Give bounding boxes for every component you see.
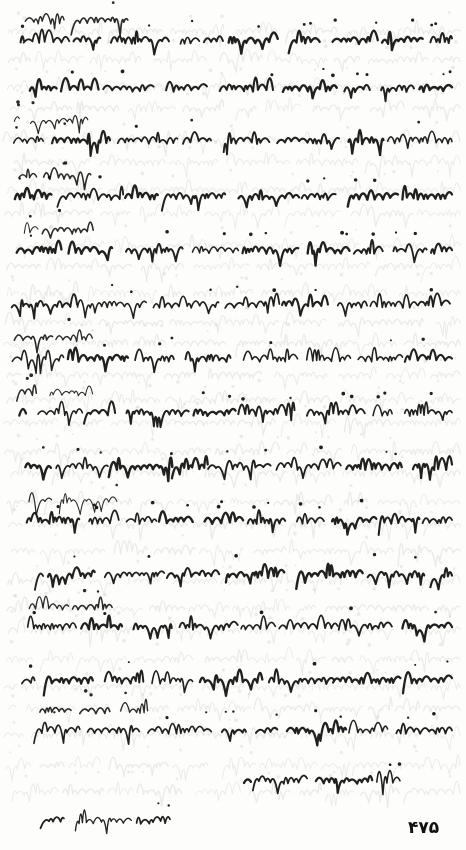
diacritic-dot	[411, 19, 414, 22]
handwritten-word	[81, 616, 122, 630]
diacritic-dot	[314, 709, 317, 712]
diacritic-dot	[53, 711, 55, 713]
handwritten-word	[48, 567, 95, 586]
diacritic-dot	[275, 714, 277, 716]
diacritic-dot	[209, 288, 212, 291]
handwritten-word	[19, 409, 26, 416]
handwritten-word	[25, 14, 64, 29]
handwritten-word	[41, 817, 64, 828]
handwritten-word	[381, 85, 414, 101]
handwritten-word	[31, 116, 88, 134]
diacritic-dot	[309, 22, 312, 25]
diacritic-dot	[67, 318, 70, 321]
diacritic-dot	[63, 162, 66, 165]
diacritic-dot	[390, 339, 392, 341]
handwritten-word	[121, 699, 148, 713]
handwritten-word	[22, 677, 35, 684]
diacritic-dot	[422, 338, 425, 341]
handwritten-word	[21, 36, 24, 42]
handwritten-word	[423, 517, 452, 523]
diacritic-dot	[111, 284, 113, 286]
diacritic-dot	[73, 555, 75, 557]
handwritten-word	[19, 169, 37, 178]
handwritten-word	[226, 564, 284, 583]
diacritic-dot	[234, 554, 238, 558]
diacritic-dot	[112, 1, 115, 4]
diacritic-dot	[205, 711, 207, 713]
diacritic-dot	[434, 611, 437, 614]
diacritic-dot	[373, 179, 376, 182]
diacritic-dot	[202, 391, 205, 394]
handwritten-word	[339, 619, 392, 636]
diacritic-dot	[76, 448, 79, 451]
handwritten-word	[430, 568, 452, 589]
diacritic-dot	[345, 233, 348, 236]
handwritten-word	[126, 244, 183, 262]
diacritic-dot	[16, 100, 20, 104]
diacritic-dot	[354, 178, 357, 181]
handwritten-word	[241, 616, 275, 630]
marginal-addition	[24, 209, 93, 238]
handwritten-word	[297, 514, 324, 524]
diacritic-dot	[269, 341, 272, 344]
handwritten-word	[127, 513, 157, 524]
handwritten-word	[38, 402, 82, 426]
diacritic-dot	[339, 715, 342, 718]
diacritic-dot	[220, 500, 223, 503]
diacritic-dot	[63, 122, 66, 125]
handwritten-word	[68, 348, 128, 372]
handwritten-word	[105, 670, 144, 683]
diacritic-dot	[270, 73, 273, 76]
handwritten-word	[56, 330, 92, 342]
diacritic-dot	[236, 286, 238, 288]
diacritic-dot	[306, 179, 309, 182]
diacritic-dot	[265, 232, 267, 234]
handwritten-word	[256, 728, 277, 733]
handwritten-word	[243, 247, 299, 266]
diacritic-dot	[331, 73, 335, 77]
marginal-addition	[40, 689, 148, 714]
handwritten-word	[402, 186, 452, 199]
handwritten-word	[17, 241, 62, 254]
handwritten-word	[15, 188, 52, 199]
diacritic-dot	[165, 716, 168, 719]
marginal-addition	[14, 318, 92, 353]
handwritten-word	[159, 511, 193, 523]
diacritic-dot	[267, 502, 269, 504]
manuscript-line-11	[35, 553, 452, 590]
diacritic-dot	[417, 121, 420, 124]
handwritten-word	[28, 616, 76, 630]
diacritic-dot	[171, 337, 174, 340]
handwritten-word	[307, 402, 365, 423]
handwritten-word	[73, 597, 113, 609]
diacritic-dot	[124, 692, 127, 695]
handwritten-word	[307, 348, 351, 362]
diacritic-dot	[128, 661, 130, 663]
handwritten-word	[89, 510, 119, 523]
diacritic-dot	[394, 453, 397, 456]
diacritic-dot	[130, 290, 133, 293]
marginal-addition	[29, 484, 118, 516]
marginal-addition	[17, 373, 93, 401]
handwritten-word	[200, 670, 262, 696]
handwritten-word	[333, 31, 378, 44]
manuscript-line-2	[30, 68, 452, 101]
handwritten-word	[402, 620, 452, 641]
handwritten-word	[153, 296, 218, 313]
handwritten-word	[105, 571, 164, 583]
handwritten-word	[403, 672, 452, 693]
handwritten-word	[377, 770, 400, 794]
handwritten-word	[405, 349, 452, 362]
diacritic-dot	[449, 70, 452, 73]
diacritic-dot	[319, 446, 323, 450]
handwritten-word	[52, 131, 110, 156]
diacritic-dot	[407, 717, 409, 719]
manuscript-final-line	[41, 802, 171, 833]
manuscript-line-9	[25, 446, 452, 482]
handwritten-word	[344, 85, 370, 98]
handwritten-word	[24, 223, 38, 234]
diacritic-dot	[84, 689, 88, 693]
handwritten-word	[180, 616, 238, 639]
handwritten-word	[413, 456, 452, 480]
handwritten-word	[57, 187, 123, 207]
manuscript-line-14	[34, 709, 452, 745]
marginal-addition	[14, 100, 87, 133]
diacritic-dot	[15, 126, 18, 129]
diacritic-dot	[29, 215, 32, 218]
manuscript-line-7	[12, 337, 452, 374]
handwritten-word	[382, 32, 423, 50]
diacritic-dot	[232, 710, 234, 712]
handwritten-word	[379, 514, 420, 535]
manuscript-line-1	[21, 18, 452, 54]
diacritic-dot	[260, 611, 264, 615]
handwritten-word	[29, 596, 68, 610]
handwritten-word	[25, 463, 50, 479]
diacritic-dot	[373, 553, 376, 556]
diacritic-dot	[83, 589, 86, 592]
handwritten-word	[244, 349, 298, 362]
handwritten-word	[332, 517, 376, 535]
diacritic-dot	[158, 342, 161, 345]
handwritten-word	[103, 85, 153, 92]
diacritic-dot	[446, 660, 448, 662]
marginal-addition	[29, 589, 112, 610]
diacritic-dot	[97, 590, 99, 592]
handwritten-word	[88, 726, 140, 744]
diacritic-dot	[71, 71, 74, 74]
manuscript-line-4	[15, 175, 452, 210]
diacritic-dot	[148, 24, 150, 26]
diacritic-dot	[167, 804, 169, 806]
handwritten-word	[225, 294, 279, 313]
diacritic-dot	[398, 762, 401, 765]
handwritten-word	[208, 460, 271, 479]
handwritten-word	[204, 36, 223, 42]
diacritic-dot	[350, 395, 354, 399]
diacritic-dot	[17, 103, 20, 106]
handwritten-word	[308, 242, 350, 265]
manuscript-line-8	[19, 391, 452, 427]
handwritten-word	[135, 349, 174, 372]
diacritic-dot	[414, 664, 416, 666]
handwritten-word	[349, 130, 384, 155]
handwritten-word	[405, 402, 452, 420]
handwritten-word	[148, 724, 211, 734]
diacritic-dot	[372, 232, 375, 235]
handwritten-word	[42, 222, 93, 238]
diacritic-dot	[414, 556, 417, 559]
handwritten-word	[296, 564, 362, 589]
diacritic-dot	[228, 395, 231, 398]
handwritten-word	[44, 168, 91, 190]
handwritten-word	[193, 247, 239, 254]
diacritic-dot	[257, 25, 260, 28]
handwritten-word	[346, 459, 401, 470]
handwritten-word	[24, 29, 69, 42]
handwritten-word	[279, 615, 337, 628]
diacritic-dot	[383, 392, 386, 395]
diacritic-dot	[157, 802, 159, 804]
handwritten-word	[50, 386, 93, 396]
handwritten-word	[431, 244, 452, 254]
diacritic-dot	[223, 232, 226, 235]
handwritten-word	[224, 132, 270, 154]
handwritten-word	[253, 776, 307, 794]
handwritten-word	[166, 82, 207, 92]
handwritten-word	[393, 244, 426, 262]
handwritten-word	[14, 136, 44, 143]
handwritten-word	[205, 513, 244, 524]
diacritic-dot	[26, 377, 29, 380]
diacritic-dot	[303, 23, 306, 26]
manuscript-line-5	[17, 230, 452, 266]
diacritic-dot	[103, 344, 106, 347]
handwritten-word	[167, 568, 219, 586]
diacritic-dot	[430, 24, 433, 27]
handwritten-word	[152, 671, 193, 693]
diacritic-dot	[360, 499, 364, 503]
diacritic-dot	[115, 484, 118, 487]
handwritten-word	[84, 401, 115, 423]
handwritten-word	[302, 194, 336, 200]
diacritic-dot	[29, 664, 32, 667]
diacritic-dot	[147, 555, 150, 558]
handwritten-word	[287, 720, 346, 745]
diacritic-dot	[190, 119, 193, 122]
diacritic-dot	[366, 73, 369, 76]
manuscript-line-10	[27, 499, 452, 535]
handwritten-word	[127, 409, 189, 427]
handwritten-word	[12, 350, 63, 373]
diacritic-dot	[30, 235, 32, 237]
handwritten-word	[17, 385, 37, 401]
handwritten-word	[71, 17, 128, 35]
handwritten-word	[75, 810, 131, 834]
diacritic-dot	[375, 22, 377, 24]
handwritten-word	[14, 335, 52, 353]
diacritic-dot	[272, 288, 276, 292]
diacritic-dot	[165, 230, 169, 234]
handwritten-word	[370, 294, 417, 308]
handwritten-word	[35, 574, 43, 590]
handwritten-word	[338, 301, 367, 316]
diacritic-dot	[170, 452, 173, 455]
diacritic-dot	[323, 177, 325, 179]
diacritic-dot	[58, 209, 61, 212]
diacritic-dot	[349, 606, 353, 610]
handwritten-word	[419, 85, 452, 92]
manuscript-line-15	[244, 762, 401, 794]
handwritten-word	[354, 240, 383, 254]
handwritten-word	[30, 79, 57, 96]
handwritten-word	[244, 779, 251, 783]
diacritic-dot	[226, 450, 228, 452]
diacritic-dot	[334, 18, 337, 21]
handwritten-word	[238, 403, 294, 422]
handwritten-word	[56, 457, 108, 478]
handwritten-word	[358, 348, 402, 362]
diacritic-dot	[90, 693, 93, 696]
handwritten-word	[181, 37, 200, 43]
diacritic-dot	[264, 449, 267, 452]
handwritten-word	[430, 33, 452, 43]
diacritic-dot	[217, 505, 221, 509]
diacritic-dot	[414, 232, 417, 235]
diacritic-dot	[389, 763, 392, 766]
diacritic-dot	[151, 501, 155, 505]
handwritten-word	[34, 722, 80, 743]
handwritten-word	[220, 78, 273, 92]
handwritten-word	[282, 295, 328, 316]
handwritten-word	[368, 571, 425, 587]
handwritten-word	[239, 190, 300, 207]
diacritic-dot	[241, 397, 245, 401]
handwritten-word	[276, 458, 340, 479]
handwritten-word	[229, 33, 278, 54]
handwritten-word	[14, 117, 19, 122]
diacritic-dot	[442, 73, 444, 75]
handwritten-word	[118, 133, 178, 144]
diacritic-dot	[356, 72, 359, 75]
diacritic-dot	[430, 288, 434, 292]
handwritten-word	[59, 494, 117, 515]
diacritic-dot	[249, 233, 253, 237]
handwritten-word	[269, 669, 334, 692]
diacritic-dot	[322, 68, 324, 70]
diacritic-dot	[121, 70, 125, 74]
handwritten-word	[134, 624, 172, 639]
diacritic-dot	[225, 711, 227, 713]
diacritic-dot	[430, 392, 433, 395]
handwritten-word	[137, 817, 170, 824]
handwritten-word	[373, 405, 392, 416]
handwritten-word	[172, 456, 208, 478]
diacritic-dot	[432, 712, 436, 716]
handwritten-word	[289, 31, 320, 53]
handwritten-word	[283, 80, 337, 98]
diacritic-dot	[434, 22, 437, 25]
diacritic-dot	[29, 373, 33, 377]
marginal-addition	[19, 161, 91, 189]
diacritic-dot	[42, 446, 45, 449]
diacritic-dot	[191, 20, 193, 22]
diacritic-dot	[135, 125, 138, 128]
page-number: ۴۷۵	[408, 818, 440, 838]
diacritic-dot	[252, 505, 256, 509]
handwritten-word	[316, 776, 372, 793]
diacritic-dot	[21, 25, 24, 28]
handwritten-word	[12, 294, 77, 318]
handwritten-word	[74, 36, 101, 50]
handwritten-word	[396, 724, 452, 734]
diacritic-dot	[33, 611, 36, 614]
diacritic-dot	[313, 662, 317, 666]
handwritten-word	[277, 134, 339, 149]
handwritten-word	[125, 185, 158, 199]
handwritten-word	[186, 352, 231, 372]
handwritten-word	[333, 673, 400, 684]
diacritic-dot	[385, 451, 387, 453]
diacritic-dot	[377, 395, 380, 398]
diacritic-dot	[318, 506, 321, 509]
handwritten-word	[27, 512, 79, 533]
handwritten-word	[222, 729, 246, 741]
handwritten-word	[61, 78, 99, 91]
handwritten-word	[109, 458, 173, 481]
handwritten-word	[69, 242, 113, 260]
handwritten-word	[78, 300, 147, 318]
diacritic-dot	[100, 451, 102, 453]
diacritic-dot	[186, 504, 189, 507]
handwritten-word	[349, 720, 388, 733]
diacritic-dot	[98, 175, 101, 178]
handwritten-word	[194, 409, 236, 416]
handwritten-word	[418, 293, 450, 306]
handwritten-word	[348, 190, 398, 206]
handwritten-word	[183, 132, 211, 144]
diacritic-dot	[340, 231, 344, 235]
diacritic-dot	[57, 505, 60, 508]
diacritic-dot	[299, 502, 303, 506]
diacritic-dot	[314, 289, 316, 291]
diacritic-dot	[103, 612, 106, 615]
handwritten-word	[29, 493, 52, 516]
handwritten-word	[80, 708, 110, 714]
diacritic-dot	[341, 392, 345, 396]
handwritten-word	[388, 131, 452, 148]
diacritic-dot	[31, 101, 34, 104]
diacritic-dot	[395, 231, 397, 233]
handwritten-word	[248, 510, 285, 532]
diacritic-dot	[289, 397, 291, 399]
manuscript-line-12	[28, 606, 452, 641]
handwritten-word	[162, 193, 225, 211]
manuscript-line-6	[12, 284, 450, 319]
